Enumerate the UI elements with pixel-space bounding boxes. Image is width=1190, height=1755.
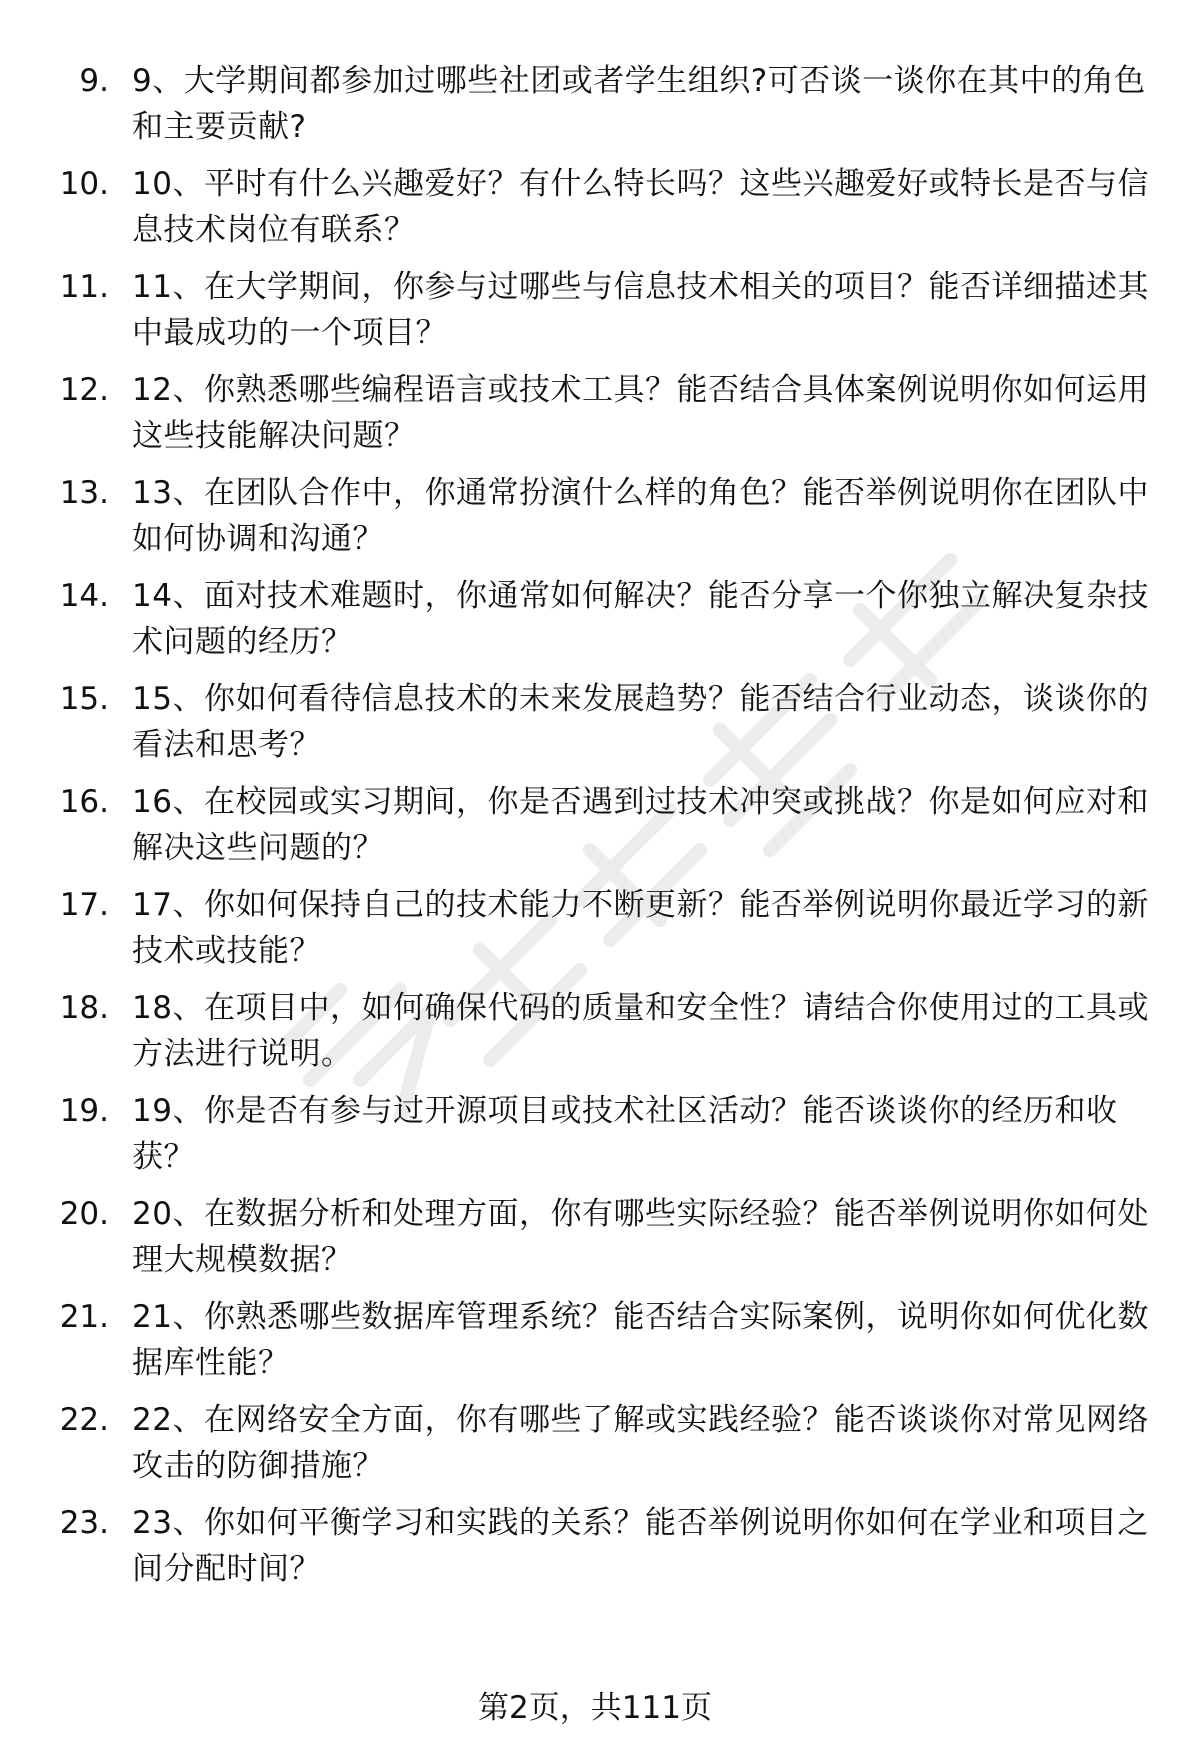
item-number: 22.: [59, 1402, 109, 1438]
list-item: [0, 464, 1190, 567]
item-number: 13.: [59, 475, 109, 511]
item-number: 19.: [59, 1093, 109, 1129]
list-item: [0, 1185, 1190, 1288]
item-number: 14.: [59, 578, 109, 614]
item-text: 21、你熟悉哪些数据库管理系统？能否结合实际案例，说明你如何优化数据库性能？: [132, 1299, 1149, 1381]
page-footer: 第2页，共111页: [478, 1690, 712, 1726]
item-number: 11.: [59, 269, 109, 305]
item-number: 18.: [59, 990, 109, 1026]
item-text: 23、你如何平衡学习和实践的关系？能否举例说明你如何在学业和项目之间分配时间？: [132, 1505, 1149, 1587]
item-number: 21.: [59, 1299, 109, 1335]
item-number: 9.: [79, 63, 109, 99]
item-text: 10、平时有什么兴趣爱好？有什么特长吗？这些兴趣爱好或特长是否与信息技术岗位有联系？: [132, 166, 1149, 248]
list-item: [0, 1082, 1190, 1185]
item-text: 14、面对技术难题时，你通常如何解决？能否分享一个你独立解决复杂技术问题的经历？: [132, 578, 1149, 660]
item-number: 20.: [59, 1196, 109, 1232]
question-list: [0, 52, 1190, 1597]
list-item: [0, 1391, 1190, 1494]
item-number: 15.: [59, 681, 109, 717]
list-item: [0, 670, 1190, 773]
item-number: 16.: [59, 784, 109, 820]
item-text: 19、你是否有参与过开源项目或技术社区活动？能否谈谈你的经历和收获？: [132, 1093, 1118, 1175]
list-item: [0, 258, 1190, 361]
item-text: 9、大学期间都参加过哪些社团或者学生组织?可否谈一谈你在其中的角色和主要贡献?: [132, 63, 1146, 145]
item-text: 11、在大学期间，你参与过哪些与信息技术相关的项目？能否详细描述其中最成功的一个项目？: [132, 269, 1149, 351]
item-text: 12、你熟悉哪些编程语言或技术工具？能否结合具体案例说明你如何运用这些技能解决问题？: [132, 372, 1149, 454]
list-item: [0, 979, 1190, 1082]
item-text: 17、你如何保持自己的技术能力不断更新？能否举例说明你最近学习的新技术或技能？: [132, 887, 1149, 969]
list-item: [0, 52, 1190, 155]
item-text: 22、在网络安全方面，你有哪些了解或实践经验？能否谈谈你对常见网络攻击的防御措施？: [132, 1402, 1149, 1484]
item-number: 10.: [59, 166, 109, 202]
item-text: 15、你如何看待信息技术的未来发展趋势？能否结合行业动态，谈谈你的看法和思考？: [132, 681, 1149, 763]
item-number: 23.: [59, 1505, 109, 1541]
item-text: 20、在数据分析和处理方面，你有哪些实际经验？能否举例说明你如何处理大规模数据？: [132, 1196, 1149, 1278]
item-text: 13、在团队合作中，你通常扮演什么样的角色？能否举例说明你在团队中如何协调和沟通？: [132, 475, 1149, 557]
list-item: [0, 1288, 1190, 1391]
list-item: [0, 773, 1190, 876]
list-item: [0, 876, 1190, 979]
list-item: [0, 1494, 1190, 1597]
item-text: 16、在校园或实习期间，你是否遇到过技术冲突或挑战？你是如何应对和解决这些问题的？: [132, 784, 1149, 866]
list-item: [0, 361, 1190, 464]
list-item: [0, 567, 1190, 670]
item-text: 18、在项目中，如何确保代码的质量和安全性？请结合你使用过的工具或方法进行说明。: [132, 990, 1149, 1072]
item-number: 17.: [59, 887, 109, 923]
item-number: 12.: [59, 372, 109, 408]
list-item: [0, 155, 1190, 258]
